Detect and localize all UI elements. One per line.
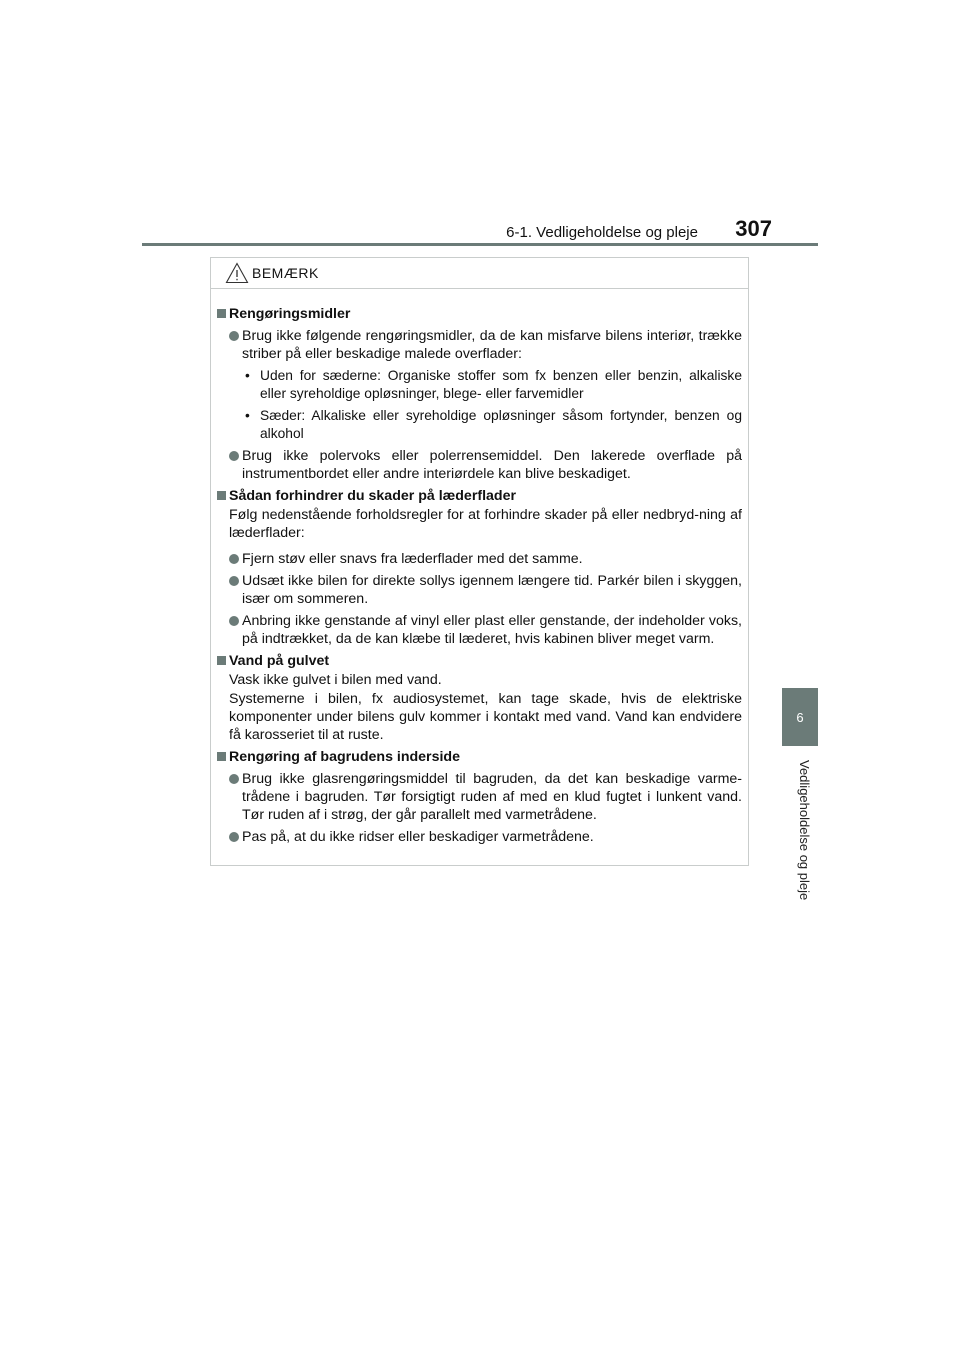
paragraph: Systemerne i bilen, fx audiosystemet, kan tage skade, hvis de elektriske komponenter under bilens gulv kommer i kontakt med vand. Vand kan endvidere få karosseriet til at ruste. <box>229 691 742 743</box>
square-bullet-icon <box>217 491 226 500</box>
section-heading: Vand på gulvet <box>217 652 742 670</box>
square-bullet-icon <box>217 656 226 665</box>
list-item: Brug ikke polervoks eller polerrensemiddel. Den lakerede overflade på instrumentbordet eller andre interiørdele kan blive beskadiget. <box>217 447 742 483</box>
notice-body <box>211 289 748 846</box>
circle-bullet-icon <box>229 576 239 586</box>
section-heading: Rengøringsmidler <box>217 305 742 323</box>
list-item: Brug ikke følgende rengøringsmidler, da de kan misfarve bilens interiør, trække striber på eller beskadige malede overflader: <box>217 327 742 363</box>
circle-bullet-icon <box>229 554 239 564</box>
list-item: Pas på, at du ikke ridser eller beskadiger varmetrådene. <box>217 828 742 846</box>
chapter-number: 6 <box>796 709 804 725</box>
warning-triangle-icon <box>225 262 249 284</box>
notice-header <box>211 258 748 289</box>
section-heading: Rengøring af bagrudens inderside <box>217 748 742 766</box>
sub-list-item: • Uden for sæderne: Organiske stoffer som fx benzen eller benzin, alkaliske eller syreholdige opløsninger, blege- eller farvemidler <box>245 368 742 401</box>
notice-box <box>210 257 749 866</box>
chapter-tab <box>782 688 818 746</box>
notice-title: BEMÆRK <box>252 265 319 281</box>
list-item: Fjern støv eller snavs fra læderflader med det samme. <box>217 550 742 568</box>
list-item: Brug ikke glasrengøringsmiddel til bagruden, da det kan beskadige varme-trådene i bagruden. Tør forsigtigt ruden af med en klud fugtet i lunkent vand. Tør ruden af i strøg, der går parallelt med varmetrådene. <box>217 770 742 824</box>
section-title: 6-1. Vedligeholdelse og pleje <box>506 224 698 241</box>
sub-list-item: • Sæder: Alkaliske eller syreholdige opløsninger såsom fortynder, benzen og alkohol <box>245 408 742 441</box>
page-number: 307 <box>735 216 772 241</box>
section-heading: Sådan forhindrer du skader på læderflader <box>217 487 742 505</box>
circle-bullet-icon <box>229 774 239 784</box>
circle-bullet-icon <box>229 451 239 461</box>
header-rule <box>142 243 818 246</box>
page-header <box>142 212 818 246</box>
section-intro: Følg nedenstående forholdsregler for at forhindre skader på eller nedbryd-ning af læderflader: <box>229 507 742 541</box>
paragraph: Vask ikke gulvet i bilen med vand. <box>229 672 442 688</box>
chapter-label: Vedligeholdelse og pleje <box>797 760 812 901</box>
circle-bullet-icon <box>229 616 239 626</box>
square-bullet-icon <box>217 309 226 318</box>
square-bullet-icon <box>217 752 226 761</box>
list-item: Anbring ikke genstande af vinyl eller plast eller genstande, der indeholder voks, på indtrækket, da de kan klæbe til læderet, hvis kabinen bliver meget varm. <box>217 612 742 648</box>
circle-bullet-icon <box>229 331 239 341</box>
list-item: Udsæt ikke bilen for direkte sollys igennem længere tid. Parkér bilen i skyggen, især om sommeren. <box>217 572 742 608</box>
circle-bullet-icon <box>229 832 239 842</box>
